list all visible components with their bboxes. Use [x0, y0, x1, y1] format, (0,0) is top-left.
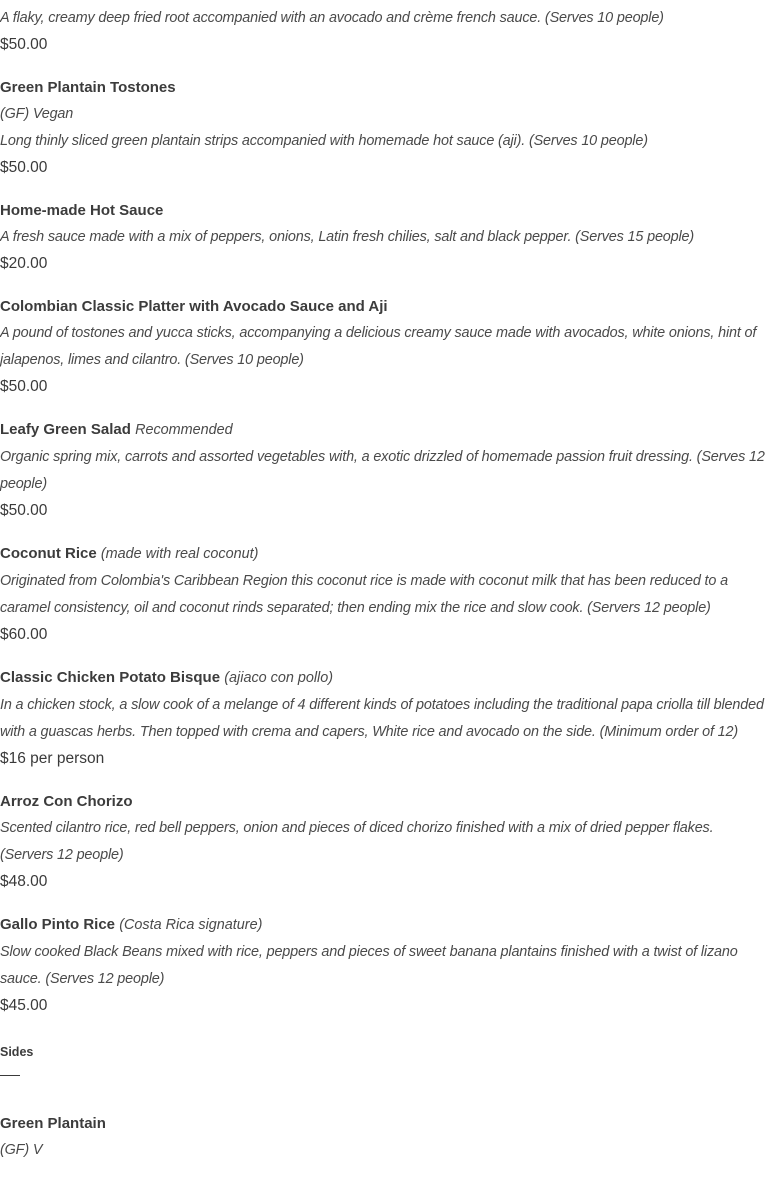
item-title: Leafy Green Salad — [0, 421, 131, 438]
item-price: $45.00 — [0, 997, 48, 1014]
item-note: (made with real coconut) — [100, 546, 259, 562]
menu-item — [0, 540, 769, 648]
item-description: Organic spring mix, carrots and assorted vegetables with, a exotic drizzled of homemade passion fruit dressing. (Serves 12 people) — [0, 449, 765, 492]
menu-item — [0, 1110, 769, 1164]
item-title: Home-made Hot Sauce — [0, 202, 164, 219]
item-title: Classic Chicken Potato Bisque — [0, 669, 221, 686]
item-title: Green Plantain Tostones — [0, 79, 176, 96]
item-description: Originated from Colombia's Caribbean Region this coconut rice is made with coconut milk that has been reduced to a caramel consistency, oil and coconut rinds separated; then ending mix the rice and slow cook. (Servers 12 people) — [0, 573, 728, 616]
item-description: Long thinly sliced green plantain strips accompanied with homemade hot sauce (aji). (Serves 10 people) — [0, 133, 648, 149]
menu-item — [0, 293, 769, 400]
menu-list — [0, 5, 769, 1180]
item-price: $60.00 — [0, 626, 48, 643]
item-description: A fresh sauce made with a mix of peppers, onions, Latin fresh chilies, salt and black pepper. (Serves 15 people) — [0, 229, 695, 245]
item-dietary-note: (GF) Vegan — [0, 106, 74, 122]
item-title: Gallo Pinto Rice — [0, 916, 116, 933]
item-title: Colombian Classic Platter with Avocado Sauce and Aji — [0, 298, 388, 315]
menu-item — [0, 911, 769, 1019]
menu-item — [0, 416, 769, 524]
item-dietary-note: (GF) V — [0, 1142, 43, 1158]
section-heading: Sides — [0, 1045, 34, 1059]
item-title-row — [0, 664, 769, 692]
item-price: $50.00 — [0, 378, 48, 395]
menu-item — [0, 664, 769, 772]
item-note: (ajiaco con pollo) — [224, 670, 334, 686]
item-title-row — [0, 540, 769, 568]
item-note: Recommended — [135, 422, 233, 438]
menu-item — [0, 788, 769, 895]
item-price: $16 per person — [0, 750, 105, 767]
item-title: Green Plantain — [0, 1115, 106, 1132]
item-description: A pound of tostones and yucca sticks, accompanying a delicious creamy sauce made with avocados, white onions, hint of jalapenos, limes and cilantro. (Serves 10 people) — [0, 325, 757, 368]
item-description: A flaky, creamy deep fried root accompanied with an avocado and crème french sauce. (Serves 10 people) — [0, 10, 664, 26]
item-price: $50.00 — [0, 502, 48, 519]
menu-item — [0, 197, 769, 277]
menu-item — [0, 5, 769, 58]
menu-item — [0, 74, 769, 181]
item-price: $50.00 — [0, 159, 48, 176]
item-description: In a chicken stock, a slow cook of a melange of 4 different kinds of potatoes including the traditional papa criolla till blended with a guascas herbs. Then topped with crema and capers, White rice and avocado on the side. (Minimum order of 12) — [0, 697, 764, 740]
item-price: $48.00 — [0, 873, 48, 890]
item-price: $20.00 — [0, 255, 48, 272]
item-note: (Costa Rica signature) — [119, 917, 263, 933]
item-title: Coconut Rice — [0, 545, 97, 562]
item-description: Scented cilantro rice, red bell peppers, onion and pieces of diced chorizo finished with a mix of dried pepper flakes. (Servers 12 people) — [0, 820, 714, 863]
item-title-row — [0, 911, 769, 939]
item-price: $50.00 — [0, 36, 48, 53]
item-description: Slow cooked Black Beans mixed with rice, peppers and pieces of sweet banana plantains finished with a twist of lizano sauce. (Serves 12 people) — [0, 944, 738, 987]
item-title-row — [0, 416, 769, 444]
item-title: Arroz Con Chorizo — [0, 793, 133, 810]
section-divider — [0, 1075, 20, 1076]
